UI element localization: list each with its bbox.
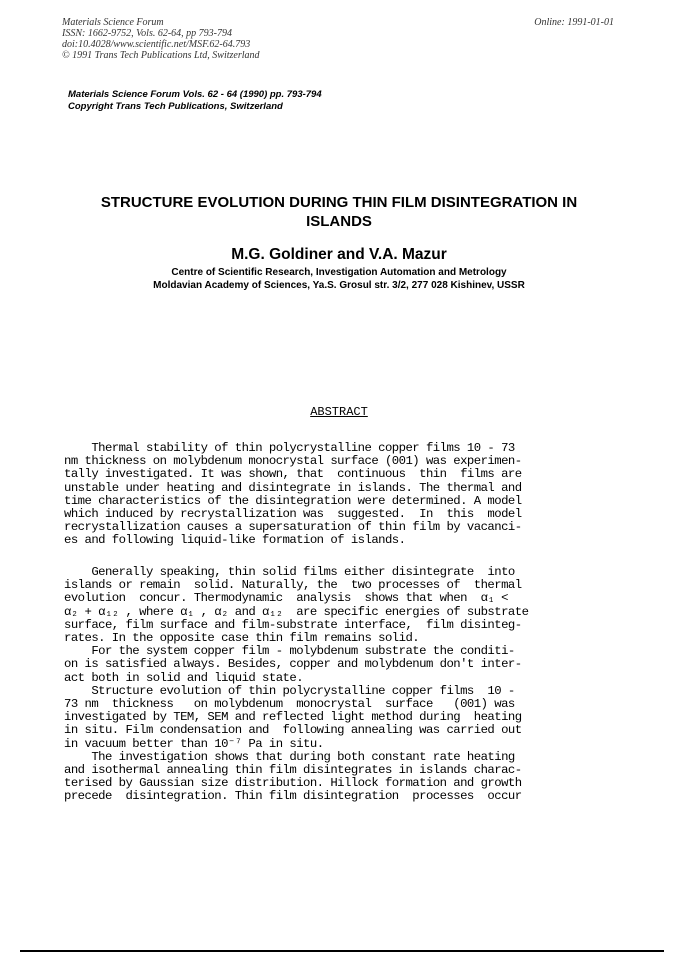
text-line: unstable under heating and disintegrate in islands. The thermal and: [64, 481, 522, 495]
text-line: act both in solid and liquid state.: [64, 671, 304, 685]
title-line: ISLANDS: [306, 213, 372, 230]
text-line: which induced by recrystallization was suggested. In this model: [64, 508, 522, 522]
journal-reference: [68, 89, 322, 113]
affiliation: [60, 266, 618, 292]
authors: M.G. Goldiner and V.A. Mazur: [231, 246, 447, 263]
text-line: Thermal stability of thin polycrystalline copper films 10 - 73: [64, 442, 515, 455]
text-line: tally investigated. It was shown, that continuous thin films are: [64, 468, 522, 482]
text-line: α₂ + α₁₂ , where α₁ , α₂ and α₁₂ are specific energies of substrate: [64, 605, 529, 619]
text-line: 73 nm thickness on molybdenum monocrystal surface (001) was: [64, 698, 515, 712]
copyright-line: Copyright Trans Tech Publications, Switzerland: [68, 101, 283, 112]
text-line: on is satisfied always. Besides, copper and molybdenum don't inter-: [64, 658, 522, 672]
header-doi: doi:10.4028/www.scientific.net/MSF.62-64.793: [62, 39, 251, 50]
text-line: islands or remain solid. Naturally, the two processes of thermal: [64, 579, 522, 593]
abstract-paragraph: [64, 442, 624, 548]
affiliation-line: Centre of Scientific Research, Investigation Automation and Metrology: [171, 267, 507, 278]
publication-header: [62, 17, 260, 61]
online-date: Online: 1991-01-01: [534, 17, 614, 28]
text-line: precede disintegration. Thin film disintegration processes occur: [64, 790, 522, 804]
journal-reference-line: Materials Science Forum Vols. 62 - 64 (1990) pp. 793-794: [68, 89, 322, 100]
text-line: Generally speaking, thin solid films either disintegrate into: [64, 566, 515, 579]
header-issn: ISSN: 1662-9752, Vols. 62-64, pp 793-794: [62, 28, 232, 39]
bottom-rule: [20, 950, 664, 952]
header-copyright: © 1991 Trans Tech Publications Ltd, Switzerland: [62, 50, 260, 61]
text-line: nm thickness on molybdenum monocrystal surface (001) was experimen-: [64, 455, 522, 469]
header-journal: Materials Science Forum: [62, 17, 164, 28]
text-line: in situ. Film condensation and following annealing was carried out: [64, 724, 522, 738]
text-line: For the system copper film - molybdenum substrate the conditi-: [64, 645, 515, 659]
text-line: es and following liquid-like formation of islands.: [64, 534, 406, 548]
text-line: The investigation shows that during both constant rate heating: [64, 750, 515, 764]
text-line: time characteristics of the disintegration were determined. A model: [64, 494, 522, 508]
affiliation-line: Moldavian Academy of Sciences, Ya.S. Grosul str. 3/2, 277 028 Kishinev, USSR: [153, 280, 525, 291]
text-line: Structure evolution of thin polycrystalline copper films 10 -: [64, 684, 515, 698]
text-line: rates. In the opposite case thin film remains solid.: [64, 632, 420, 646]
body-text: [64, 566, 624, 804]
text-line: evolution concur. Thermodynamic analysis shows that when α₁ <: [64, 592, 508, 606]
text-line: and isothermal annealing thin film disintegrates in islands charac-: [64, 764, 522, 778]
text-line: surface, film surface and film-substrate interface, film disinteg-: [64, 618, 522, 632]
text-line: in vacuum better than 10⁻⁷ Pa in situ.: [64, 737, 324, 751]
paper-title: [60, 193, 618, 231]
text-line: terised by Gaussian size distribution. Hillock formation and growth: [64, 777, 522, 791]
abstract-heading: ABSTRACT: [310, 405, 368, 419]
title-line: STRUCTURE EVOLUTION DURING THIN FILM DISINTEGRATION IN: [100, 194, 578, 211]
text-line: recrystallization causes a supersaturation of thin film by vacanci-: [64, 521, 522, 535]
text-line: investigated by TEM, SEM and reflected light method during heating: [64, 711, 522, 725]
